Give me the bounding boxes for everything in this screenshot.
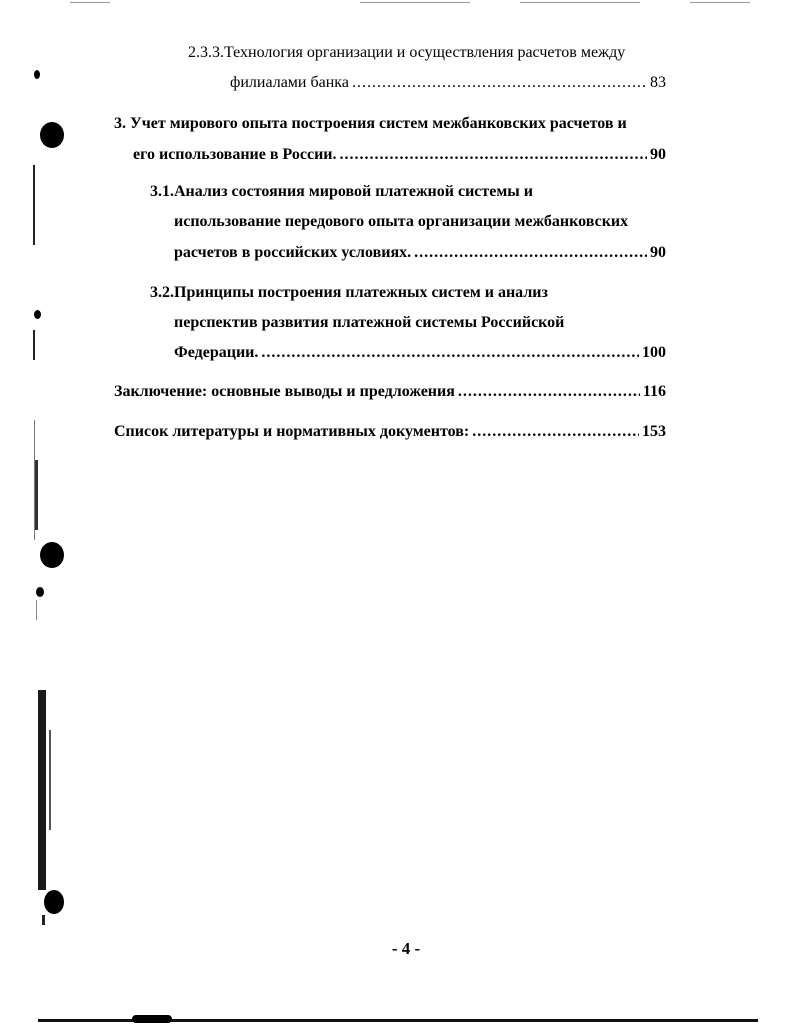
scan-artifact-top-rule (70, 2, 110, 3)
toc-entry-2-3-3-line1: 2.3.3.Технология организации и осуществления расчетов между (188, 44, 626, 61)
toc-entry-3-2-line1: 3.2.Принципы построения платежных систем и анализ (150, 284, 548, 301)
scan-artifact-margin-line (36, 600, 37, 620)
scan-artifact-dot (36, 587, 44, 597)
scan-artifact-margin-line (49, 730, 51, 830)
toc-entry-3-1-line2: использование передового опыта организации межбанковских (174, 213, 629, 230)
dot-leader (352, 73, 647, 93)
toc-entry-3-title: его использование в России. (133, 146, 337, 163)
toc-entry-conclusion-title: Заключение: основные выводы и предложения (114, 383, 455, 400)
toc-entry-3 (133, 145, 666, 165)
toc-page-number: 116 (642, 383, 666, 400)
toc-page-number: 100 (642, 344, 666, 361)
scan-artifact-margin-line (33, 165, 35, 245)
scan-artifact-top-rule (520, 2, 640, 3)
dot-leader (340, 145, 647, 165)
punch-hole-mark (40, 122, 64, 148)
dot-leader (472, 422, 639, 442)
toc-entry-conclusion (114, 382, 666, 402)
toc-entry-3-line1: 3. Учет мирового опыта построения систем межбанковских расчетов и (114, 115, 627, 132)
punch-hole-mark (40, 542, 64, 568)
toc-entry-2-3-3-title: филиалами банка (230, 74, 349, 91)
scan-artifact-dot (34, 310, 41, 319)
dot-leader (261, 343, 639, 363)
scan-artifact-margin-line (35, 460, 38, 530)
toc-entry-3-2-line2: перспектив развития платежной системы Российской (174, 314, 565, 331)
toc-page-number: 90 (650, 146, 666, 163)
toc-entry-3-1-line1: 3.1.Анализ состояния мировой платежной системы и (150, 183, 533, 200)
toc-entry-bibliography-title: Список литературы и нормативных документов: (114, 423, 470, 440)
scan-artifact-margin-line (42, 915, 45, 925)
toc-page-number: 90 (650, 244, 666, 261)
toc-entry-3-1 (174, 243, 666, 263)
dot-leader (458, 382, 640, 402)
scan-artifact-top-rule (690, 2, 750, 3)
toc-entry-3-2 (174, 343, 666, 363)
toc-entry-bibliography (114, 422, 666, 442)
scan-artifact-bottom-blob (132, 1015, 172, 1023)
scan-artifact-margin-line (33, 330, 35, 360)
toc-page-number: 153 (642, 423, 666, 440)
page-number: - 4 - (391, 939, 421, 958)
scan-artifact-top-rule (360, 2, 470, 3)
punch-hole-mark (44, 890, 64, 914)
toc-page-number: 83 (650, 74, 666, 91)
scan-artifact-margin-bar (38, 690, 46, 890)
toc-entry-3-1-title: расчетов в российских условиях. (174, 244, 412, 261)
toc-entry-2-3-3 (230, 73, 666, 93)
toc-entry-3-2-title: Федерации. (174, 344, 259, 361)
dot-leader (414, 243, 647, 263)
scan-artifact-dot (34, 70, 40, 79)
